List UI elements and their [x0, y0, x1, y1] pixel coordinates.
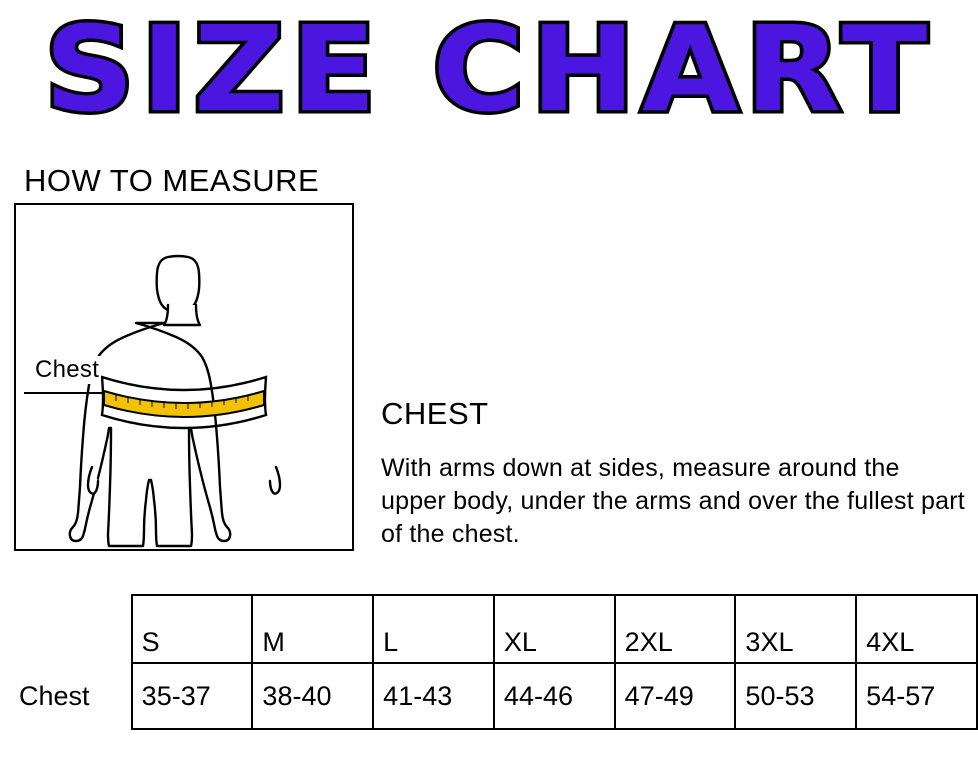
chest-callout-label: Chest	[35, 356, 100, 383]
description-heading: CHEST	[381, 396, 489, 431]
table-header-4xl: 4XL	[856, 595, 977, 663]
description-body: With arms down at sides, measure around the upper body, under the arms and over the fullest part of the chest.	[381, 454, 965, 548]
table-cell-chest-xl: 44-46	[494, 663, 615, 729]
table-cell-chest-3xl: 50-53	[735, 663, 856, 729]
table-row-label-chest: Chest	[10, 663, 132, 729]
table-cell-chest-s: 35-37	[132, 663, 253, 729]
table-header-m: M	[252, 595, 373, 663]
table-header-xl: XL	[494, 595, 615, 663]
table-cell-chest-l: 41-43	[373, 663, 494, 729]
table-row	[10, 663, 977, 729]
table-header-2xl: 2XL	[615, 595, 736, 663]
table-header-3xl: 3XL	[735, 595, 856, 663]
table-header-s: S	[132, 595, 253, 663]
table-corner-cell	[10, 595, 132, 663]
table-cell-chest-m: 38-40	[252, 663, 373, 729]
table-header-l: L	[373, 595, 494, 663]
table-cell-chest-2xl: 47-49	[615, 663, 736, 729]
how-to-measure-heading: HOW TO MEASURE	[24, 163, 320, 198]
size-chart-table	[10, 594, 978, 730]
table-header-row	[10, 595, 977, 663]
table-cell-chest-4xl: 54-57	[856, 663, 977, 729]
page-title: SIZE CHART	[44, 0, 934, 138]
